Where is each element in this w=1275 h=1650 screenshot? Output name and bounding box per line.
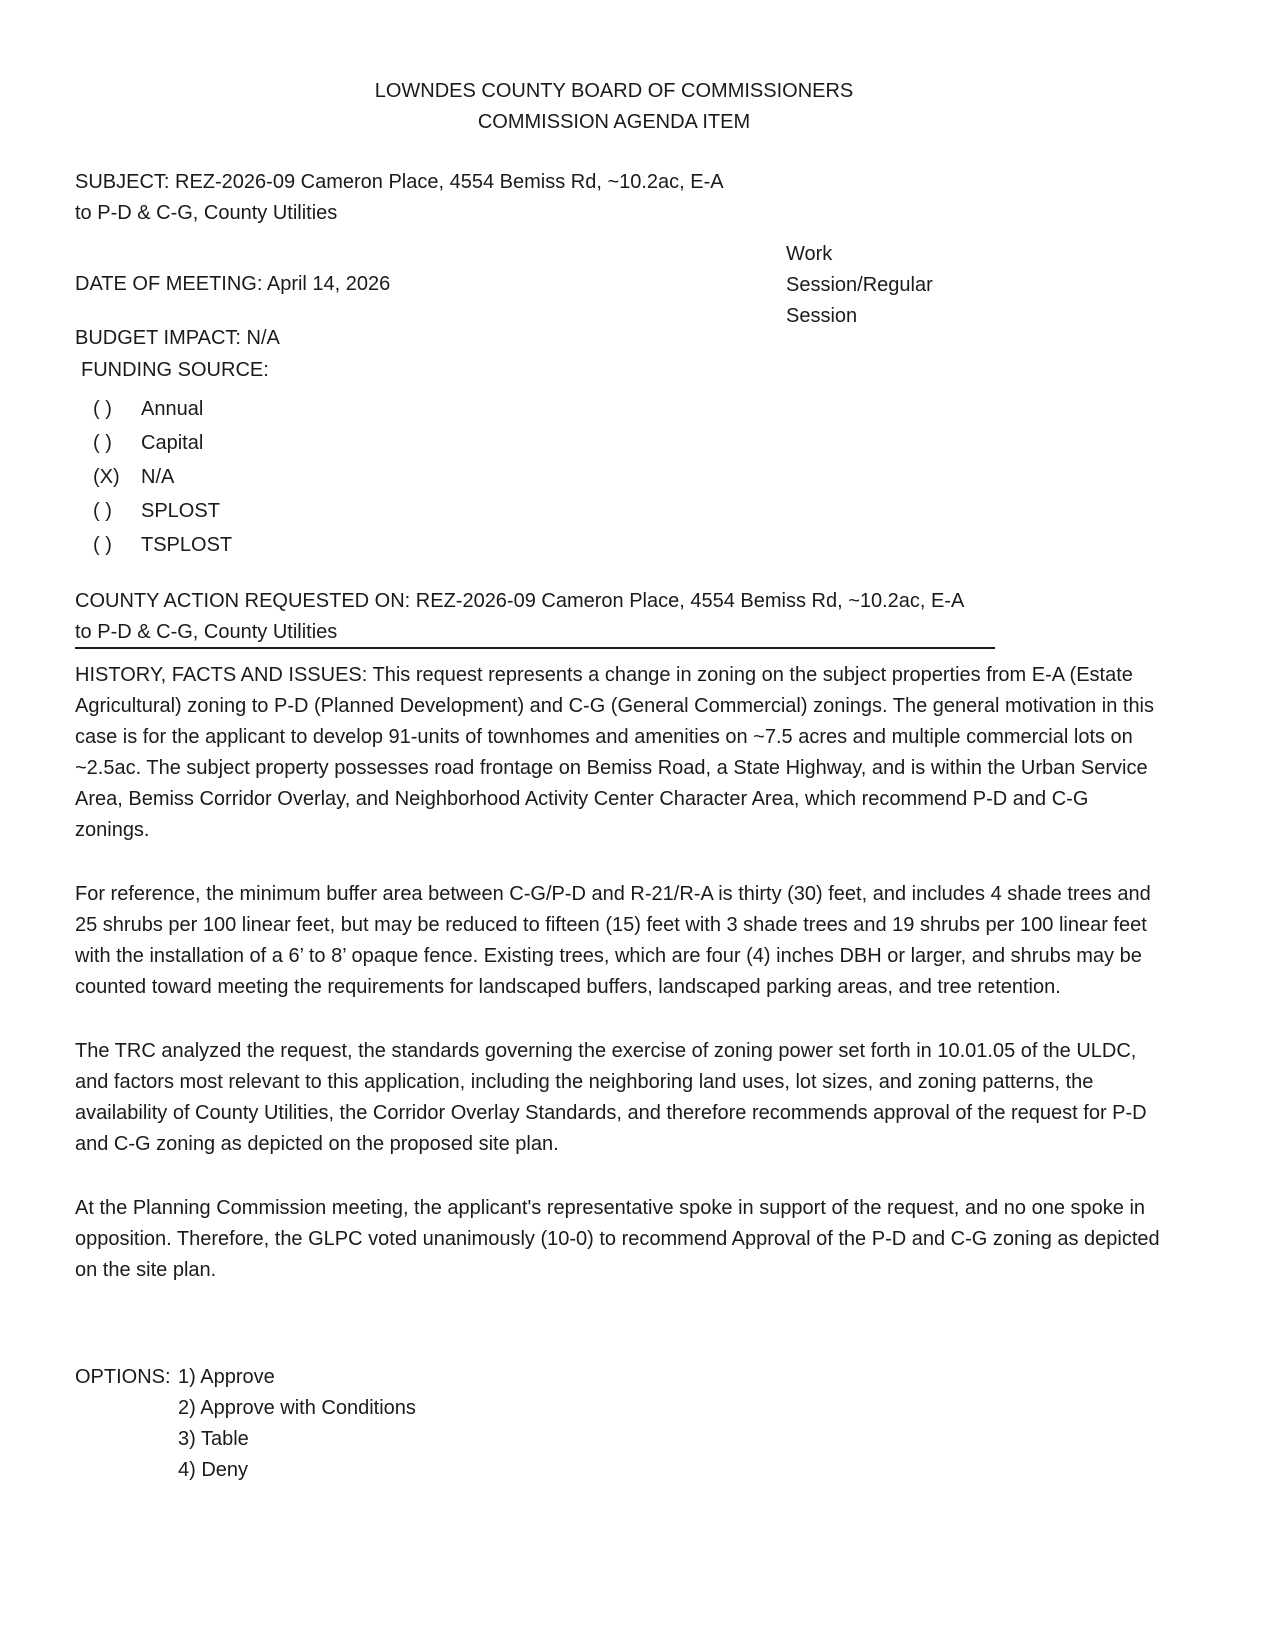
budget-impact-line: BUDGET IMPACT: N/A [75,327,280,349]
meeting-type-line-1: Work [786,243,833,265]
history-paragraph-3: The TRC analyzed the request, the standards governing the exercise of zoning power set forth in 10.01.05 of the ULDC, and factors most relevant to this application, including the neighboring land uses, lot sizes, and zoning patterns, the availability of County Utilities, the Corridor Overlay Standards, and therefore recommends approval of the request for P-D and C-G zoning as depicted on the proposed site plan. [75,1040,1147,1155]
option-item-approve: 1) Approve [178,1366,275,1388]
funding-option-label-annual: Annual [141,398,204,420]
checkbox-marker-na-checked: (X) [93,466,120,488]
meeting-type [786,239,961,332]
subject-line: SUBJECT: REZ-2026-09 Cameron Place, 4554 Bemiss Rd, ~10.2ac, E-A to P-D & C-G, County Utilities [75,171,723,224]
checkbox-marker-capital: ( ) [93,432,112,454]
date-of-meeting-line: DATE OF MEETING: April 14, 2026 [75,273,391,295]
options-list [178,1362,416,1486]
funding-source-list [93,392,232,562]
funding-option-splost [93,494,232,528]
options-section [75,1362,416,1486]
funding-option-capital [93,426,232,460]
options-label: OPTIONS: [75,1366,171,1388]
history-facts-issues-section [75,660,1165,1319]
checkbox-marker-tsplost: ( ) [93,534,112,556]
document-title [0,76,1228,138]
meeting-type-line-2: Session/Regular [786,274,933,296]
history-paragraph-2: For reference, the minimum buffer area between C-G/P-D and R-21/R-A is thirty (30) feet, and includes 4 shade trees and 25 shrubs per 100 linear feet, but may be reduced to fifteen (15) feet with 3 shade trees and 19 shrubs per 100 linear feet with the installation of a 6’ to 8’ opaque fence. Existing trees, which are four (4) inches DBH or larger, and shrubs may be counted toward meeting the requirements for landscaped buffers, landscaped parking areas, and tree retention. [75,883,1151,998]
funding-option-label-tsplost: TSPLOST [141,534,233,556]
checkbox-marker-splost: ( ) [93,500,112,522]
funding-option-na [93,460,232,494]
history-paragraph-1: HISTORY, FACTS AND ISSUES: This request represents a change in zoning on the subject properties from E-A (Estate Agricultural) zoning to P-D (Planned Development) and C-G (General Commercial) zonings. The general motivation in this case is for the applicant to develop 91-units of townhomes and amenities on ~7.5 acres and multiple commercial lots on ~2.5ac. The subject property possesses road frontage on Bemiss Road, a State Highway, and is within the Urban Service Area, Bemiss Corridor Overlay, and Neighborhood Activity Center Character Area, which recommend P-D and C-G zonings. [75,664,1155,841]
funding-option-annual [93,392,232,426]
title-line-1: LOWNDES COUNTY BOARD OF COMMISSIONERS [374,80,854,102]
title-line-2: COMMISSION AGENDA ITEM [477,111,751,133]
option-item-deny: 4) Deny [178,1459,249,1481]
funding-source-label: FUNDING SOURCE: [81,359,269,381]
checkbox-marker-annual: ( ) [93,398,112,420]
meeting-type-line-3: Session [786,305,858,327]
county-action-requested-line: COUNTY ACTION REQUESTED ON: REZ-2026-09 Cameron Place, 4554 Bemiss Rd, ~10.2ac, E-A to P-D & C-G, County Utilities [75,590,964,643]
option-item-table: 3) Table [178,1428,249,1450]
funding-option-label-splost: SPLOST [141,500,220,522]
funding-option-label-na: N/A [141,466,175,488]
history-paragraph-4: At the Planning Commission meeting, the applicant's representative spoke in support of the request, and no one spoke in opposition. Therefore, the GLPC voted unanimously (10-0) to recommend Approval of the P-D and C-G zoning as depicted on the site plan. [75,1197,1160,1281]
option-item-approve-with-conditions: 2) Approve with Conditions [178,1397,416,1419]
funding-option-label-capital: Capital [141,432,204,454]
funding-option-tsplost [93,528,232,562]
section-divider-rule [75,647,995,649]
